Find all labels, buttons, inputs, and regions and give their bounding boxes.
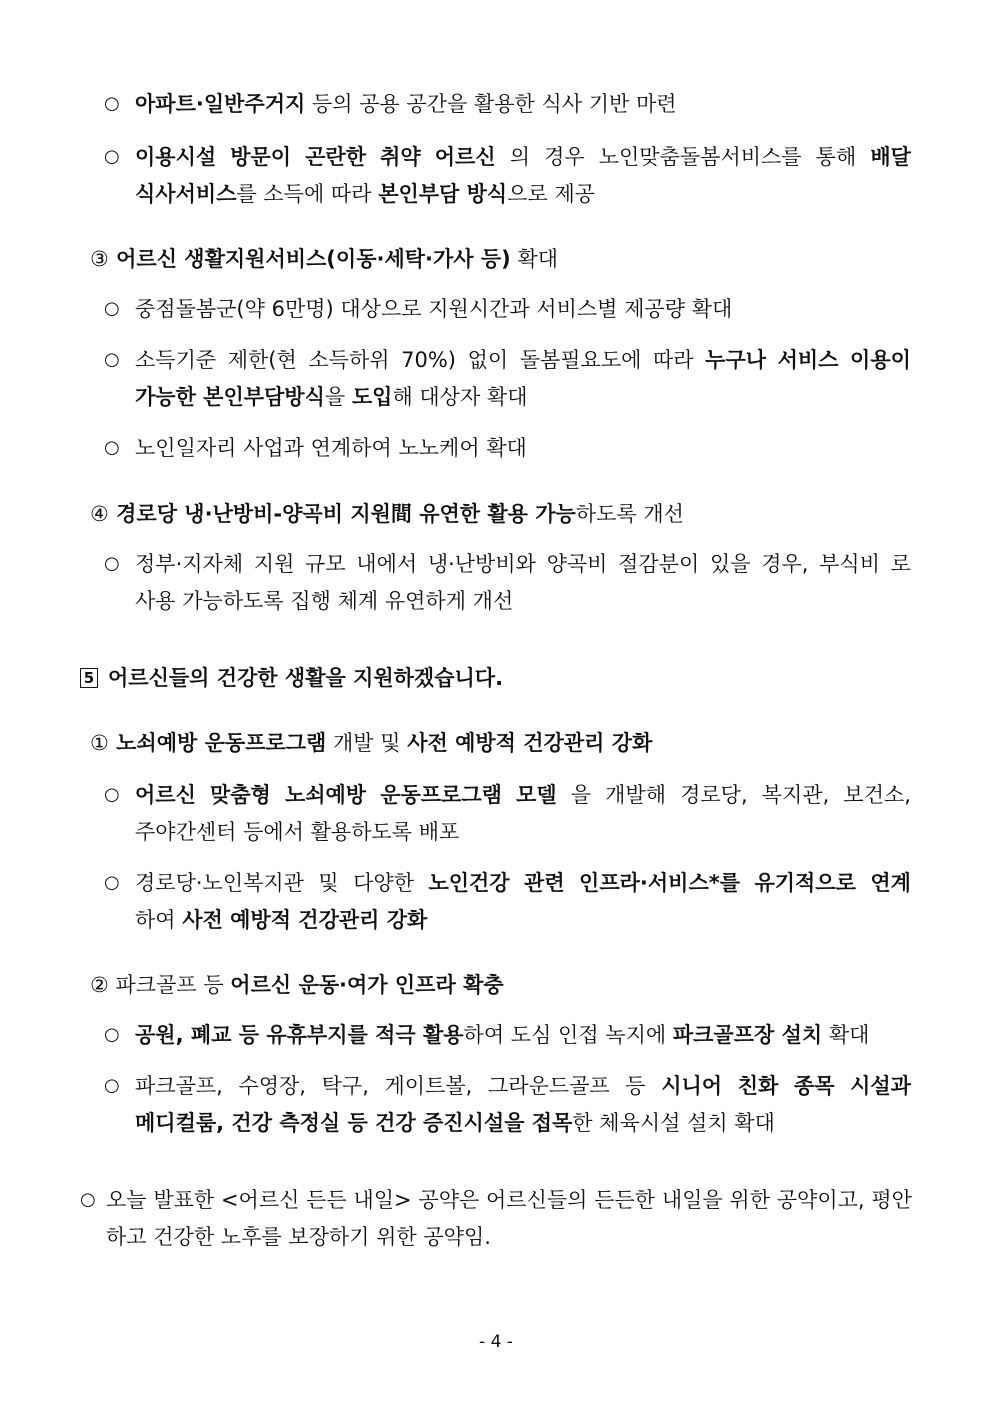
text-line xyxy=(135,142,911,172)
word: 노인건강 xyxy=(428,871,510,895)
word: 종목 xyxy=(793,1074,835,1098)
text-run: 하여 xyxy=(135,908,183,932)
bullet-icon: ○ xyxy=(104,872,120,893)
text-line xyxy=(135,89,677,119)
text-run: 가능한 본인부담방식 xyxy=(135,385,325,409)
text-line xyxy=(135,294,732,324)
word: 공약이고, xyxy=(776,1188,865,1212)
text-run: 중점돌봄군(약 6만명) 대상으로 지원시간과 서비스별 제공량 확대 xyxy=(135,297,733,321)
text-run: 확대 xyxy=(822,1023,870,1047)
word: 위한 xyxy=(729,1188,770,1212)
word: 절감분이 xyxy=(618,552,700,576)
word: 등 xyxy=(625,1074,646,1098)
word: <어르신 xyxy=(220,1188,300,1212)
text-run: 을 xyxy=(324,385,352,409)
word: 내일을 xyxy=(661,1188,723,1212)
word: 냉·난방비와 xyxy=(427,552,536,576)
text-run: 사전 예방적 건강관리 강화 xyxy=(182,908,428,932)
word: 관련 xyxy=(524,871,565,895)
text-run: 파크골프장 설치 xyxy=(672,1023,823,1047)
subheading-number: ③ xyxy=(90,247,109,271)
text-line xyxy=(135,382,528,412)
word: 노인맞춤돌봄서비스를 xyxy=(598,145,802,169)
text-line xyxy=(135,905,427,935)
word: 든든 xyxy=(306,1188,347,1212)
text-line xyxy=(135,433,527,463)
word: 보건소, xyxy=(843,783,911,807)
word: 서비스 xyxy=(777,348,839,372)
text-run: 아파트·일반주거지 xyxy=(135,92,306,116)
word: 소득하위 xyxy=(308,348,390,372)
page-number: - 4 - xyxy=(479,1332,513,1352)
word: 통해 xyxy=(815,145,857,169)
text-line xyxy=(135,345,911,375)
word: 없이 xyxy=(467,348,509,372)
bullet-icon: ○ xyxy=(104,553,120,574)
text-run: 개발 및 xyxy=(326,731,408,755)
word: 경로당·노인복지관 xyxy=(135,871,304,895)
word: 다양한 xyxy=(353,871,414,895)
bullet-icon: ○ xyxy=(104,1024,120,1045)
word: 의 xyxy=(509,145,530,169)
text-run: 확대 xyxy=(510,247,559,271)
word: 연계 xyxy=(870,871,911,895)
word: 경우, xyxy=(761,552,809,576)
word: 맞춤형 xyxy=(209,783,271,807)
word: 따라 xyxy=(653,348,694,372)
text-run: 한 체육시설 설치 확대 xyxy=(572,1111,775,1135)
text-line xyxy=(135,780,911,810)
text-line xyxy=(135,1108,775,1138)
word: 운동프로그램 xyxy=(380,783,502,807)
text-run: 파크골프 등 xyxy=(108,973,231,997)
word: 방문이 xyxy=(230,145,292,169)
bullet-icon: ○ xyxy=(104,1075,120,1096)
word: 제한(현 xyxy=(227,348,297,372)
word: 복지관, xyxy=(761,783,830,807)
word: 누구나 xyxy=(705,348,767,372)
text-run: 사용 가능하도록 집행 체계 유연하게 개선 xyxy=(135,589,514,613)
subheading-number: ② xyxy=(90,973,109,997)
text-line xyxy=(135,868,911,898)
word: 개발해 xyxy=(605,783,666,807)
word: 양곡비 xyxy=(546,552,608,576)
word: 그라운드골프 xyxy=(487,1074,610,1098)
word: 곤란한 xyxy=(305,145,367,169)
word: 탁구, xyxy=(321,1074,369,1098)
word: 오늘 xyxy=(106,1188,147,1212)
bullet-icon: ○ xyxy=(104,146,120,167)
word: 든든한 xyxy=(594,1188,656,1212)
section-number-box: 5 xyxy=(80,668,98,688)
word: 정부·지자체 xyxy=(135,552,244,576)
word: 파크골프, xyxy=(135,1074,223,1098)
text-run: 도입 xyxy=(351,385,393,409)
word: 노쇠예방 xyxy=(284,783,367,807)
word: 수영장, xyxy=(238,1074,306,1098)
word: 공약은 xyxy=(418,1188,480,1212)
word: 돌봄필요도에 xyxy=(519,348,642,372)
text-run: 노인일자리 사업과 연계하여 노노케어 확대 xyxy=(135,436,527,460)
text-run: 경로당 냉·난방비-양곡비 지원間 유연한 활용 가능 xyxy=(108,502,576,526)
text-line xyxy=(106,1185,912,1215)
text-run: 를 소득에 따라 xyxy=(236,182,379,206)
word: 및 xyxy=(318,871,339,895)
word: 소득기준 xyxy=(135,348,217,372)
subheading-number: ④ xyxy=(90,502,109,526)
word: 발표한 xyxy=(153,1188,215,1212)
word: 어르신 xyxy=(135,783,196,807)
bullet-icon: ○ xyxy=(104,784,120,805)
text-line xyxy=(135,586,513,616)
text-run: 하여 도심 인접 녹지에 xyxy=(463,1023,673,1047)
text-run: 주야간센터 등에서 활용하도록 배포 xyxy=(135,820,460,844)
word: 경우 xyxy=(544,145,585,169)
subheading xyxy=(90,970,504,1000)
text-line xyxy=(135,1071,911,1101)
subheading xyxy=(90,244,558,274)
text-run: 등의 공용 공간을 활용한 식사 기반 마련 xyxy=(305,92,677,116)
word: 유기적으로 xyxy=(754,871,856,895)
bullet-icon: ○ xyxy=(104,349,120,370)
text-run: 으로 제공 xyxy=(507,182,596,206)
word: 배달 xyxy=(870,145,911,169)
bullet-icon: ○ xyxy=(104,437,120,458)
text-line xyxy=(106,1222,491,1252)
word: 내에서 xyxy=(356,552,418,576)
text-run: 어르신 운동·여가 인프라 확충 xyxy=(230,973,504,997)
subheading xyxy=(90,728,652,758)
word: 규모 xyxy=(305,552,346,576)
word: 시설과 xyxy=(850,1074,911,1098)
word: 70%) xyxy=(401,348,456,372)
word: 지원 xyxy=(253,552,295,576)
text-run: 하고 건강한 노후를 보장하기 위한 공약임. xyxy=(106,1225,491,1249)
text-run: 식사서비스 xyxy=(135,182,237,206)
word: 이용이 xyxy=(850,348,911,372)
word: 평안 xyxy=(871,1188,912,1212)
word: 이용시설 xyxy=(135,145,217,169)
text-line xyxy=(135,1020,869,1050)
text-run: 사전 예방적 건강관리 강화 xyxy=(407,731,653,755)
text-run: 본인부담 방식 xyxy=(378,182,508,206)
text-line xyxy=(135,179,595,209)
subheading xyxy=(90,499,684,529)
word: 어르신 xyxy=(434,145,496,169)
text-run: 하도록 개선 xyxy=(575,502,684,526)
text-run: 어르신 생활지원서비스(이동·세탁·가사 등) xyxy=(108,247,511,271)
word: 게이트볼, xyxy=(384,1074,473,1098)
word: 시니어 xyxy=(661,1074,723,1098)
bullet-icon: ○ xyxy=(104,298,120,319)
bullet-icon: ○ xyxy=(104,93,120,114)
word: 로 xyxy=(890,552,911,576)
section-title: 어르신들의 건강한 생활을 지원하겠습니다. xyxy=(108,666,504,690)
section-heading xyxy=(80,663,503,693)
text-line xyxy=(135,549,911,579)
word: 친화 xyxy=(737,1074,779,1098)
word: 어르신들의 xyxy=(486,1188,588,1212)
text-run: 공원, 폐교 등 유휴부지를 적극 활용 xyxy=(135,1023,464,1047)
word: 경로당, xyxy=(680,783,748,807)
bullet-icon: ○ xyxy=(80,1189,96,1210)
word: 인프라·서비스*를 xyxy=(579,871,741,895)
text-run: 메디컬룸, 건강 측정실 등 건강 증진시설을 접목 xyxy=(135,1111,573,1135)
subheading-number: ① xyxy=(90,731,109,755)
text-run: 해 대상자 확대 xyxy=(392,385,528,409)
word: 을 xyxy=(570,783,592,807)
word: 취약 xyxy=(380,145,421,169)
word: 있을 xyxy=(709,552,751,576)
text-run: 노쇠예방 운동프로그램 xyxy=(108,731,327,755)
text-line xyxy=(135,817,459,847)
word: 부식비 xyxy=(819,552,880,576)
word: 모델 xyxy=(516,783,557,807)
word: 내일> xyxy=(353,1188,412,1212)
